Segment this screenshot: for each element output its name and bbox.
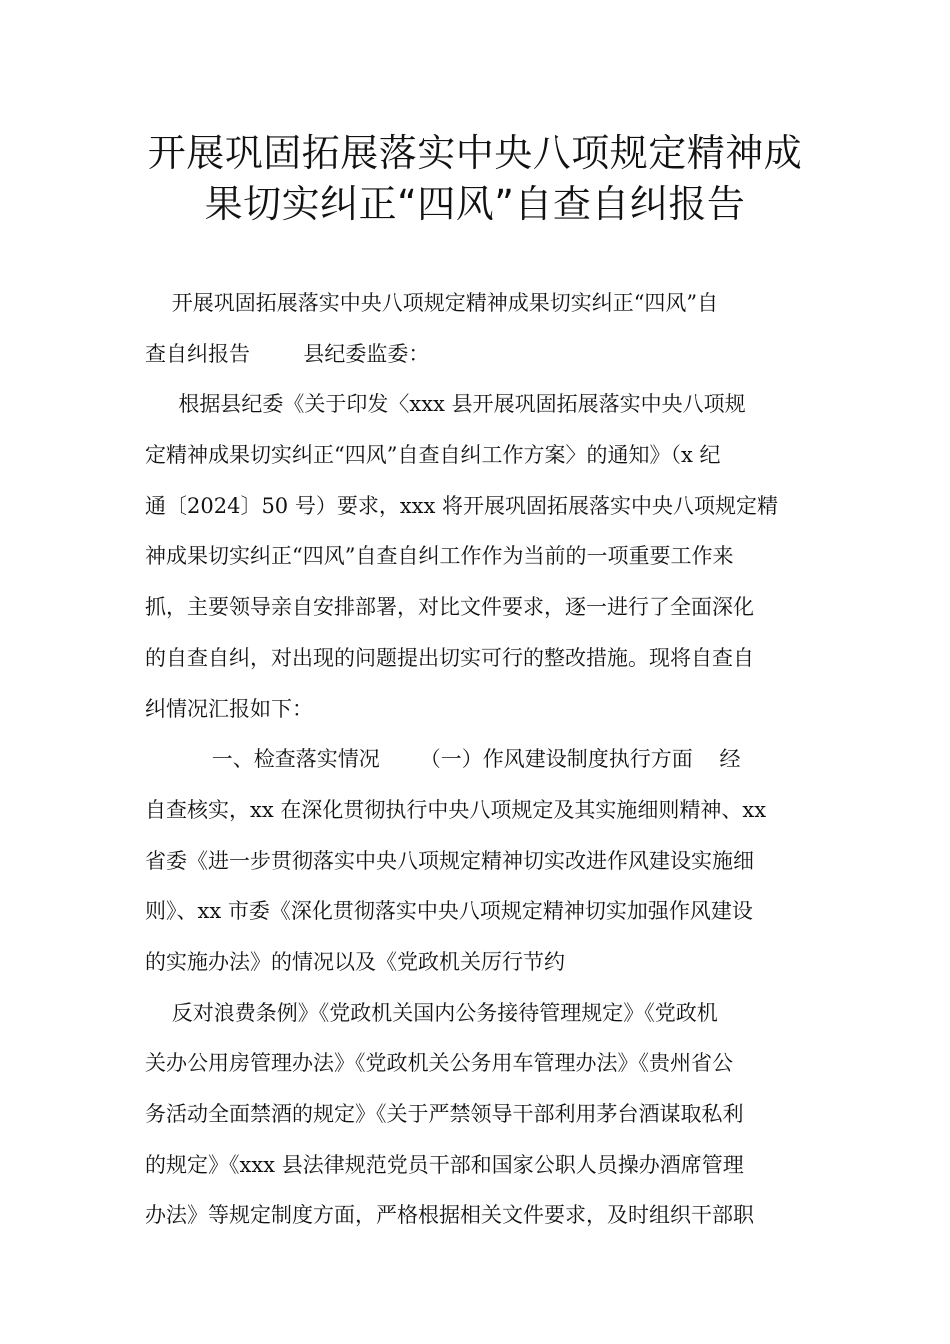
title-line: 果切实纠正“四风”自查自纠报告	[204, 182, 746, 226]
body-line: 根据县纪委《关于印发〈xxx 县开展巩固拓展落实中央八项规	[145, 392, 746, 417]
body-line: 神成果切实纠正“四风”自查自纠工作作为当前的一项重要工作来	[145, 544, 734, 569]
body-line: 则》、xx 市委《深化贯彻落实中央八项规定精神切实加强作风建设	[145, 899, 753, 924]
body-line: 纠情况汇报如下：	[145, 696, 313, 721]
document-body	[145, 284, 810, 1247]
section-heading-line: 一、检查落实情况 （一）作风建设制度执行方面 经	[145, 747, 741, 772]
body-line: 定精神成果切实纠正“四风”自查自纠工作方案〉的通知》（x 纪	[145, 443, 721, 468]
body-line: 开展巩固拓展落实中央八项规定精神成果切实纠正“四风”自	[145, 291, 719, 315]
body-line: 抓，主要领导亲自安排部署，对比文件要求，逐一进行了全面深化	[145, 595, 754, 620]
document-title	[120, 128, 830, 230]
title-line: 开展巩固拓展落实中央八项规定精神成	[147, 131, 803, 175]
body-line: 的自查自纠，对出现的问题提出切实可行的整改措施。现将自查自	[145, 645, 754, 670]
body-line: 的规定》《xxx 县法律规范党员干部和国家公职人员操办酒席管理	[145, 1152, 744, 1177]
body-line: 通〔2024〕50 号）要求，xxx 将开展巩固拓展落实中央八项规定精	[145, 493, 779, 518]
body-line: 自查核实，xx 在深化贯彻执行中央八项规定及其实施细则精神、xx	[145, 797, 767, 822]
body-line: 查自纠报告 县纪委监委：	[145, 341, 430, 366]
body-line: 务活动全面禁酒的规定》《关于严禁领导干部利用茅台酒谋取私利	[145, 1102, 744, 1126]
body-line: 的实施办法》的情况以及《党政机关厉行节约	[145, 949, 565, 974]
body-line: 反对浪费条例》《党政机关国内公务接待管理规定》《党政机	[145, 1000, 718, 1025]
body-line: 关办公用房管理办法》《党政机关公务用车管理办法》《贵州省公	[145, 1051, 733, 1076]
body-line: 办法》等规定制度方面，严格根据相关文件要求，及时组织干部职	[145, 1203, 754, 1228]
body-line: 省委《进一步贯彻落实中央八项规定精神切实改进作风建设实施细	[145, 848, 754, 873]
